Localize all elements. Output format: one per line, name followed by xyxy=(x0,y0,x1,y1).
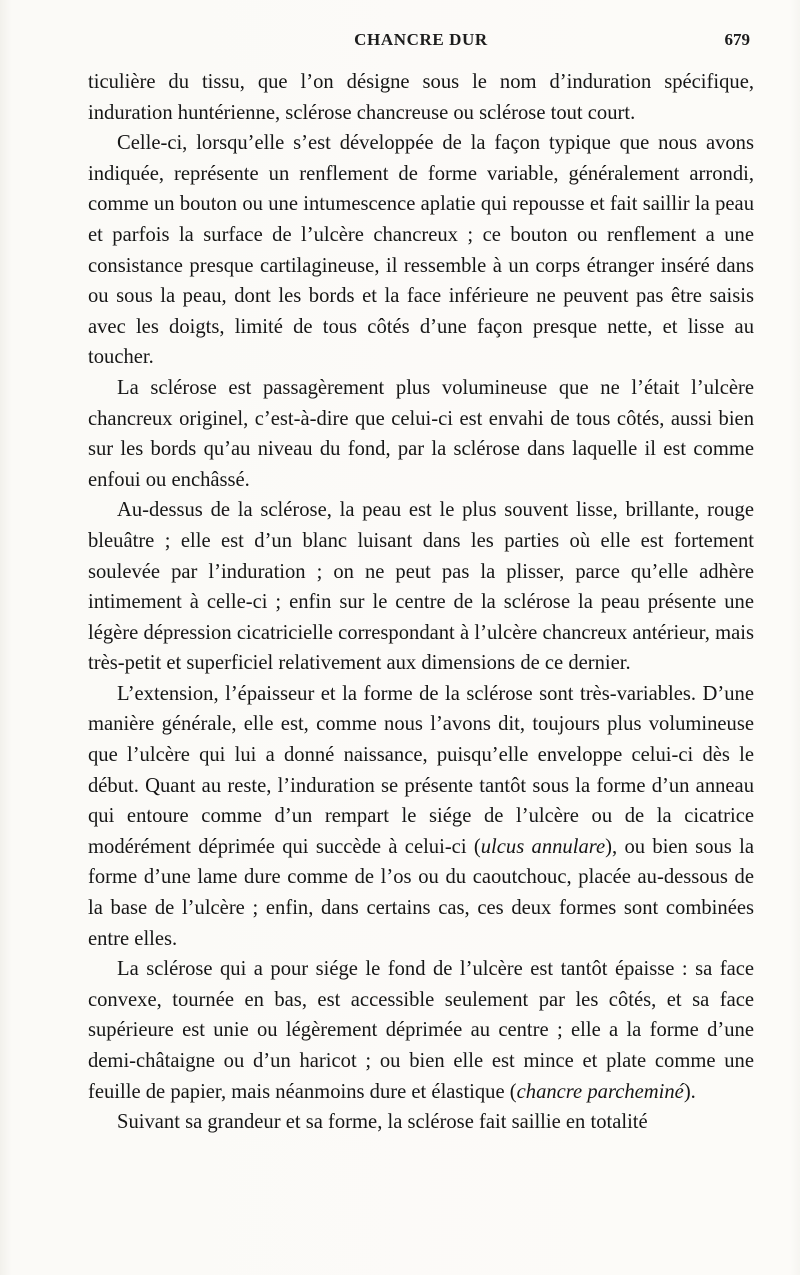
italic-term-chancre-parchemine: chancre parcheminé xyxy=(516,1080,684,1103)
paragraph-text: L’extension, l’épaisseur et la forme de la sclérose sont très-variables. D’une manière générale, elle est, comme nous l’avons dit, toujours plus volumineuse que l’ulcère qui lui a donné naissance, puisqu’elle enveloppe celui-ci dès le début. Quant au reste, l’induration se présente tantôt sous la forme d’un anneau qui entoure comme d’un rempart le siége de l’ulcère ou de la cicatrice modérément déprimée qui succède à celui-ci ( xyxy=(88,682,754,858)
paragraph-sclerosis-volume: La sclérose est passagèrement plus volumineuse que ne l’était l’ulcère chancreux originel, c’est-à-dire que celui-ci est envahi de tous côtés, aussi bien sur les bords qu’au niveau du fond, par la sclérose dans laquelle il est comme enfoui ou enchâssé. xyxy=(88,376,754,491)
paragraph-text: ). xyxy=(683,1080,696,1103)
page-header xyxy=(88,30,754,54)
paragraph-text: ), ou bien sous la forme d’une lame dure comme de l’os ou du caoutchouc, placée au-dessous de la base de l’ulcère ; enfin, dans certains cas, ces deux formes sont combinées entre elles. xyxy=(88,835,754,950)
paragraph-final-line: Suivant sa grandeur et sa forme, la sclérose fait saillie en totalité xyxy=(117,1111,648,1134)
running-head: CHANCRE DUR xyxy=(354,30,488,49)
body-text xyxy=(88,67,754,1138)
paragraph-base-sclerosis xyxy=(88,954,754,1107)
paragraph-extension-forms xyxy=(88,679,754,954)
paragraph-text: La sclérose qui a pour siége le fond de l’ulcère est tantôt épaisse : sa face convexe, tournée en bas, est accessible seulement par les côtés, et sa face supérieure est unie ou légèrement déprimée au centre ; elle a la forme d’une demi-châtaigne ou d’un haricot ; ou bien elle est mince et plate comme une feuille de papier, mais néanmoins dure et élastique ( xyxy=(88,958,754,1103)
paragraph-continuation: ticulière du tissu, que l’on désigne sous le nom d’induration spécifique, induration huntérienne, sclérose chancreuse ou sclérose tout court. xyxy=(88,71,754,124)
paragraph-skin-over-sclerosis: Au-dessus de la sclérose, la peau est le plus souvent lisse, brillante, rouge bleuâtre ; elle est d’un blanc luisant dans les parties où elle est fortement soulevée par l’induration ; on ne peut pas la plisser, parce qu’elle adhère intimement à celle-ci ; enfin sur le centre de la sclérose la peau présente une légère dépression cicatricielle correspondant à l’ulcère chancreux antérieur, mais très-petit et superficiel relativement aux dimensions de ce dernier. xyxy=(88,499,754,675)
paragraph-induration-description: Celle-ci, lorsqu’elle s’est développée de la façon typique que nous avons indiquée, représente un renflement de forme variable, généralement arrondi, comme un bouton ou une intumescence aplatie qui repousse et fait saillir la peau et parfois la surface de l’ulcère chancreux ; ce bouton ou renflement a une consistance presque cartilagineuse, il ressemble à un corps étranger inséré dans ou sous la peau, dont les bords et la face inférieure ne peuvent pas être saisis avec les doigts, limité de tous côtés d’une façon presque nette, et lisse au toucher. xyxy=(88,132,754,369)
italic-term-ulcus-annulare: ulcus annulare xyxy=(480,835,606,858)
page-number: 679 xyxy=(724,30,750,49)
